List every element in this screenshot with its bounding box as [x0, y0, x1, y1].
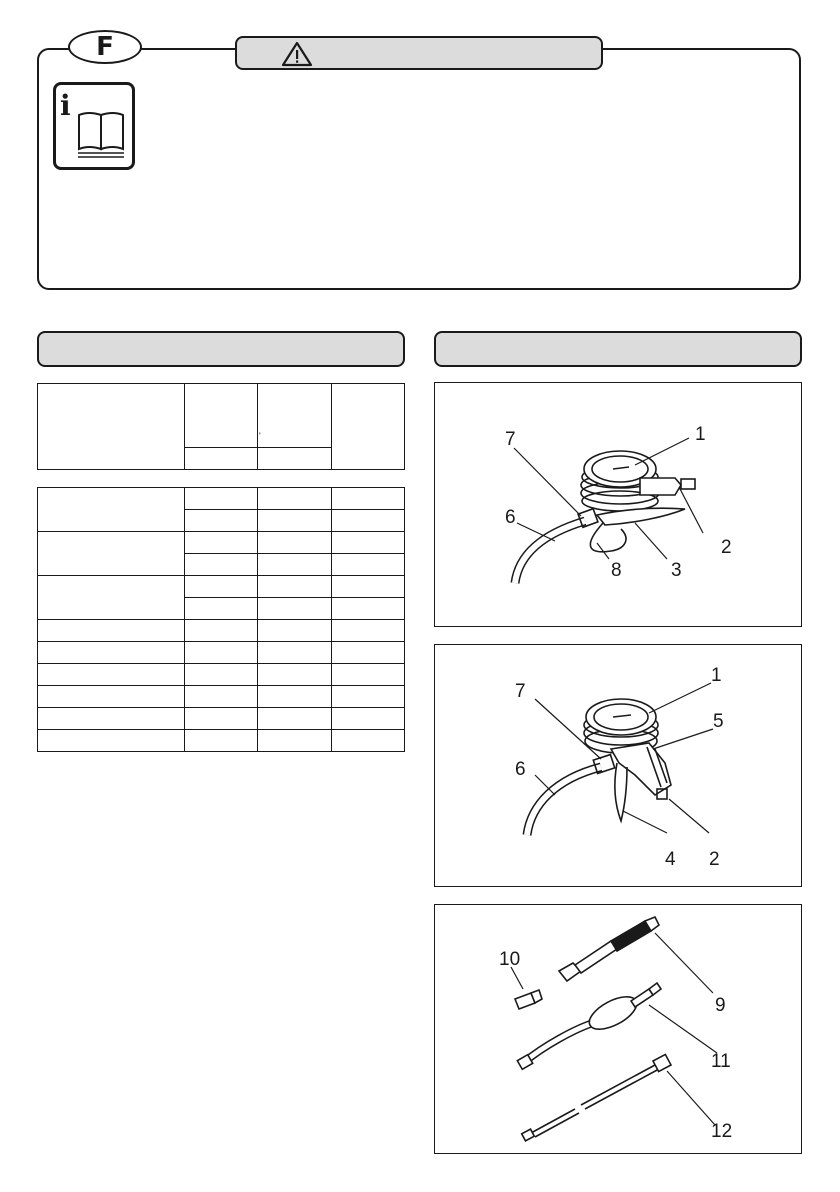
table-cell: [258, 576, 331, 598]
components-section-header: [434, 331, 802, 367]
table-cell: [331, 620, 404, 642]
language-badge: F: [68, 30, 142, 64]
table-row: [38, 532, 405, 554]
table-cell: [258, 598, 331, 620]
svg-text:i: i: [60, 89, 71, 122]
table-cell: [258, 620, 331, 642]
table-cell: [331, 576, 404, 598]
table-cell: [258, 664, 331, 686]
table-cell: [38, 620, 185, 642]
callout-7: 7: [505, 429, 516, 450]
table-cell: [184, 598, 257, 620]
gauge-pistol-illustration: [435, 645, 803, 888]
table-cell: [258, 730, 331, 752]
callout-3: 3: [671, 560, 682, 581]
specs-section-header: [37, 331, 405, 367]
table-cell: [331, 554, 404, 576]
table-cell: [331, 598, 404, 620]
table-cell: [184, 488, 257, 510]
table-cell: [184, 554, 257, 576]
table-cell: [38, 488, 185, 532]
table-cell: [258, 686, 331, 708]
table-row: [38, 488, 405, 510]
callout-10: 10: [499, 949, 521, 970]
table-cell: [38, 532, 185, 576]
table-row: [38, 664, 405, 686]
table-cell: [184, 620, 257, 642]
callout-6: 6: [505, 507, 516, 528]
callout-5: 5: [713, 711, 724, 732]
callout-2: 2: [721, 537, 732, 558]
table-cell: [331, 664, 404, 686]
table-cell: [184, 510, 257, 532]
table-cell: [331, 532, 404, 554]
table-cell: [258, 510, 331, 532]
table-cell: [38, 642, 185, 664]
table-header-cell: [38, 384, 185, 470]
table-cell: [38, 686, 185, 708]
gauge-lever-illustration: [435, 383, 803, 628]
table-header-cell: [258, 384, 331, 448]
table-cell: [184, 730, 257, 752]
accessories-illustration: [435, 905, 803, 1155]
callout-2: 2: [709, 849, 720, 870]
figure-gauge-lever: [434, 382, 802, 627]
warning-triangle-icon: [281, 40, 313, 68]
table-header-cell: [331, 384, 404, 470]
table-cell: [184, 664, 257, 686]
table-header-cell: [258, 447, 331, 469]
callout-7: 7: [515, 681, 526, 702]
table-cell: [258, 532, 331, 554]
table-cell: [258, 554, 331, 576]
table-row: [38, 576, 405, 598]
info-book-icon: [53, 82, 135, 170]
table-row: [38, 708, 405, 730]
table-cell: [184, 576, 257, 598]
stray-mark: ': [259, 431, 261, 441]
table-cell: [331, 686, 404, 708]
table-cell: [38, 576, 185, 620]
figure-accessories: [434, 904, 802, 1154]
table-cell: [184, 642, 257, 664]
table-cell: [184, 686, 257, 708]
table-cell: [38, 708, 185, 730]
table-cell: [38, 730, 185, 752]
table-cell: [258, 488, 331, 510]
table-cell: [331, 642, 404, 664]
table-row: [38, 620, 405, 642]
table-row: [38, 730, 405, 752]
table-cell: [331, 708, 404, 730]
table-cell: [184, 708, 257, 730]
table-header-cell: [184, 384, 257, 448]
callout-1: 1: [695, 424, 706, 445]
figure-gauge-pistol: [434, 644, 802, 887]
table-cell: [331, 510, 404, 532]
specs-table-header: [37, 383, 405, 470]
callout-8: 8: [611, 560, 622, 581]
table-cell: [184, 532, 257, 554]
callout-6: 6: [515, 759, 526, 780]
table-row: [38, 686, 405, 708]
callout-11: 11: [711, 1051, 731, 1072]
table-cell: [258, 642, 331, 664]
callout-12: 12: [711, 1121, 733, 1142]
callout-4: 4: [665, 849, 676, 870]
table-row: [38, 642, 405, 664]
table-cell: [331, 730, 404, 752]
specs-table: [37, 487, 405, 752]
table-header-cell: [184, 447, 257, 469]
callout-9: 9: [715, 995, 726, 1016]
warning-header-bar: [235, 36, 603, 70]
warning-box: [37, 48, 801, 290]
table-cell: [258, 708, 331, 730]
table-cell: [331, 488, 404, 510]
callout-1: 1: [711, 665, 722, 686]
table-cell: [38, 664, 185, 686]
